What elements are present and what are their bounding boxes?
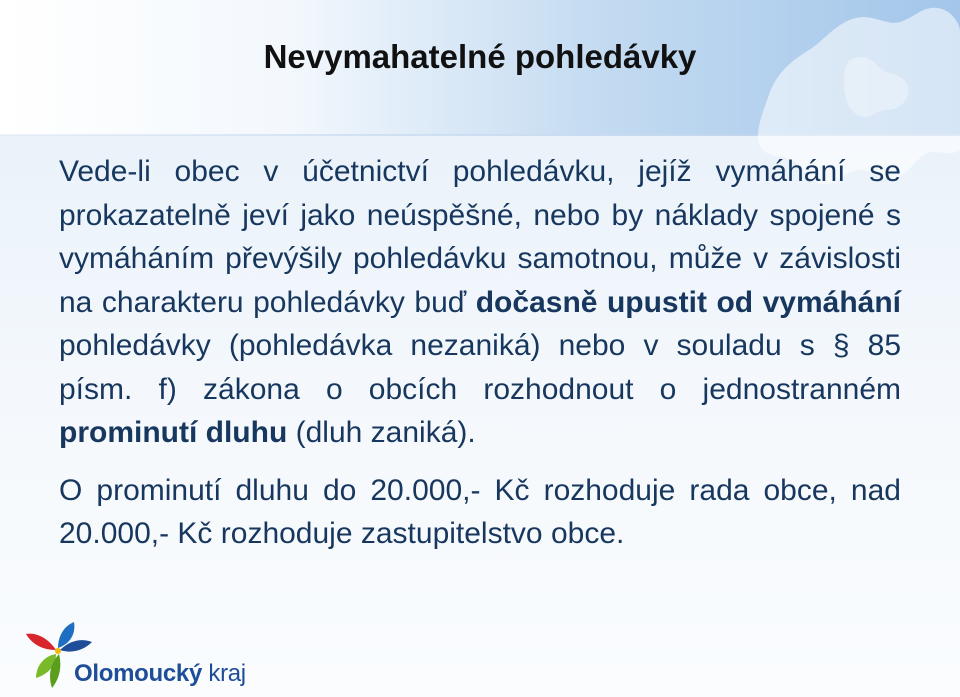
- paragraph-waiver: [59, 150, 901, 455]
- paragraph-text: pohledávky (pohledávka nezaniká) nebo v souladu s § 85 písm. f) zákona o obcích rozhodnout o jednostranném: [59, 329, 901, 406]
- logo-suffix: kraj: [202, 660, 246, 687]
- paragraph-text: Vede-li obec v účetnictví pohledávku, jejíž vymáhání se prokazatelně jeví jako neúspěšné, nebo by náklady spojené s vymáháním převýšily pohledávku samotnou, může v závislosti na charakteru pohledávky buď: [59, 155, 901, 319]
- slide-body: [59, 150, 901, 556]
- logo-name: Olomoucký: [74, 660, 202, 687]
- slide-title: Nevymahatelné pohledávky: [263, 38, 697, 75]
- paragraph-decision-authority: O prominutí dluhu do 20.000,- Kč rozhoduje rada obce, nad 20.000,- Kč rozhoduje zastupitelstvo obce.: [59, 473, 901, 550]
- emphasis-debt-waiver: prominutí dluhu: [59, 416, 288, 449]
- olomoucky-kraj-logo: [22, 620, 252, 692]
- emphasis-suspend-collection: dočasně upustit od vymáhání: [475, 285, 901, 319]
- logo-wordmark: [74, 660, 246, 688]
- paragraph-text: (dluh zaniká).: [287, 416, 476, 449]
